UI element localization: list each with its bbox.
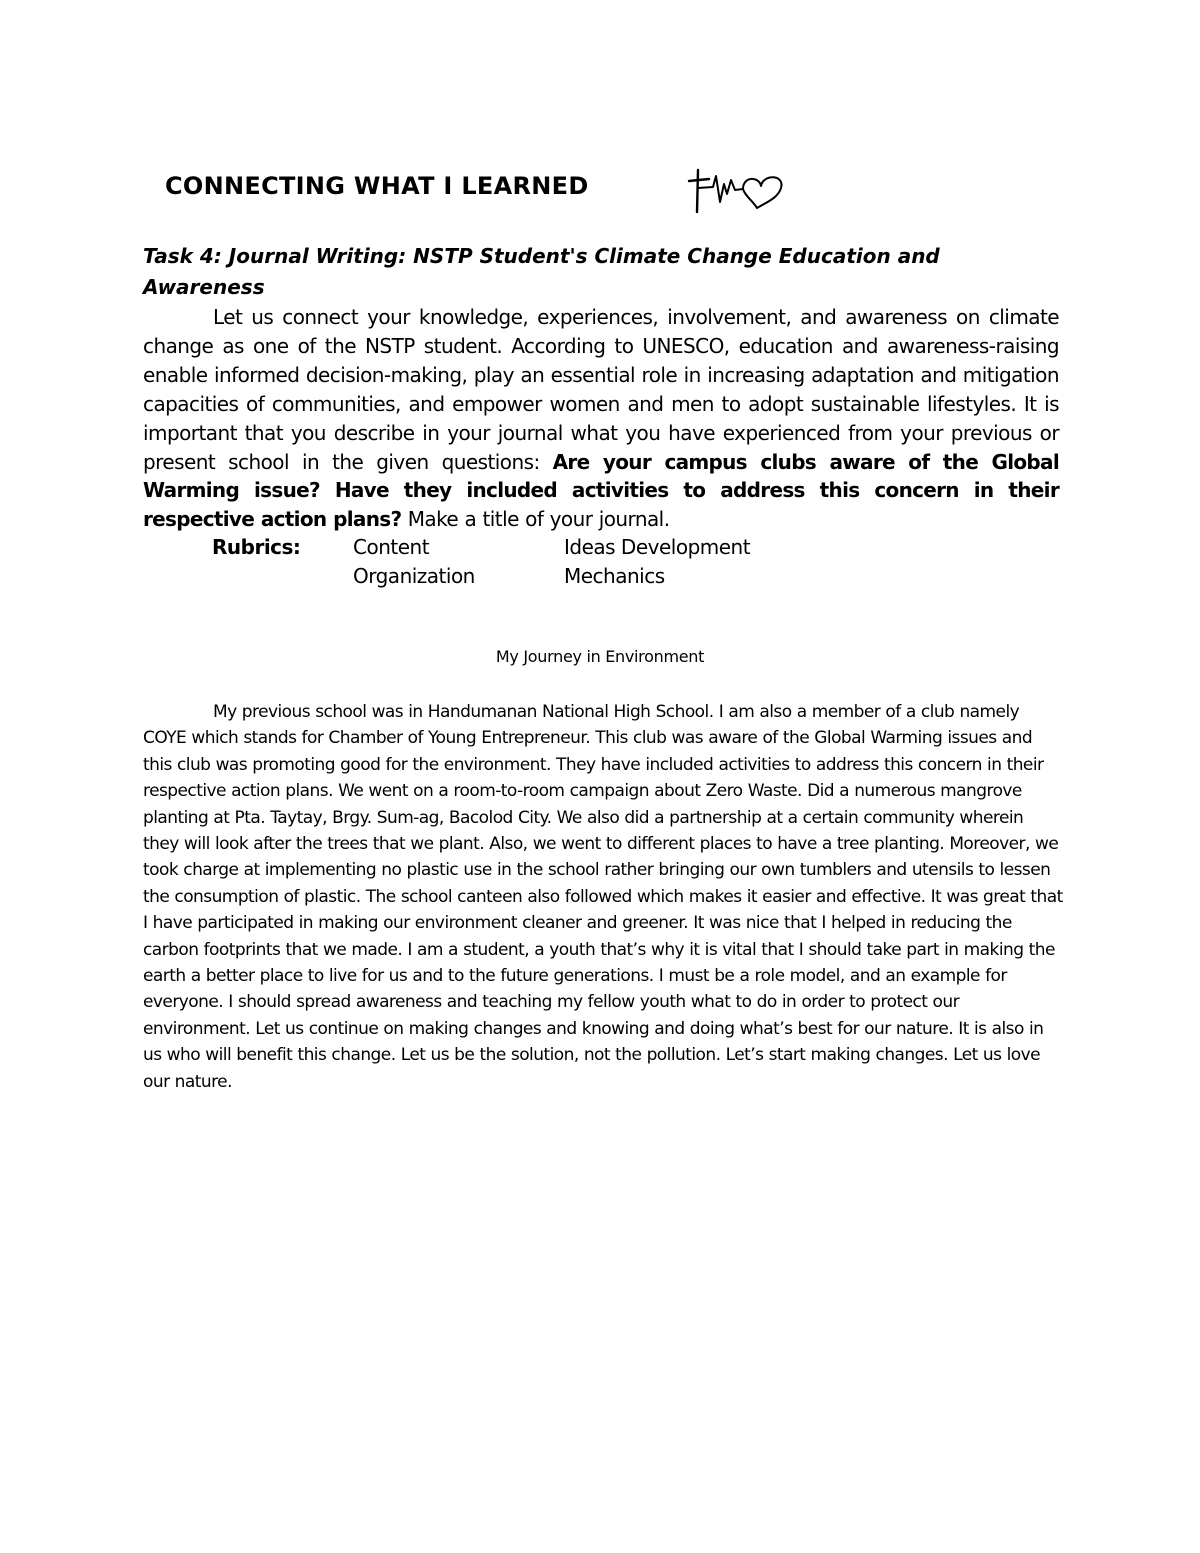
journal-text: My previous school was in Handumanan National High School. I am also a member of a club namely COYE which stands for Chamber of Young Entrepreneur. This club was aware of the Global Warming issues and this club was promoting good for the environment. They have included activities to address this concern in their respective action plans. We went on a room-to-room campaign about Zero Waste. Did a numerous mangrove planting at Pta. Taytay, Brgy. Sum-ag, Bacolod City. We also did a partnership at a certain community wherein they will look after the trees that we plant. Also, we went to different places to have a tree planting. Moreover, we took charge at implementing no plastic use in the school rather bringing our own tumblers and utensils to lessen the consumption of plastic. The school canteen also followed which makes it easier and effective. It was great that I have participated in making our environment cleaner and greener. It was nice that I helped in reducing the carbon footprints that we made. I am a student, a youth that’s why it is vital that I should take part in making the earth a better place to live for us and to the future generations. I must be a role model, and an example for everyone. I should spread awareness and teaching my fellow youth what to do in order to protect our environment. Let us continue on making changes and knowing and doing what’s best for our nature. It is also in us who will benefit this change. Let us be the solution, not the pollution. Let’s start making changes. Let us love our nature. bbox=[143, 702, 1063, 1092]
heading-row bbox=[165, 166, 865, 216]
task-title: Task 4: Journal Writing: NSTP Student's Climate Change Education and Awareness bbox=[143, 244, 940, 299]
heart-icon bbox=[683, 166, 793, 216]
rubric-item: Organization bbox=[353, 564, 475, 588]
rubric-item: Content bbox=[353, 535, 430, 559]
prompt-questions: Are your campus clubs aware of the Global Warming issue? Have they included activities to address this concern in their respective action plans? bbox=[143, 449, 1059, 532]
section-heading: CONNECTING WHAT I LEARNED bbox=[165, 172, 589, 200]
journal-title: My Journey in Environment bbox=[495, 647, 705, 666]
rubric-item: Mechanics bbox=[564, 564, 665, 588]
task-prompt bbox=[143, 303, 1059, 534]
prompt-closing: Make a title of your journal. bbox=[407, 507, 670, 532]
rubric-item: Ideas Development bbox=[564, 535, 751, 559]
prompt-intro: Let us connect your knowledge, experiences, involvement, and awareness on climate change as one of the NSTP student. According to UNESCO, education and awareness-raising enable informed decision-making, play an essential role in increasing adaptation and mitigation capacities of communities, and empower women and men to adopt sustainable lifestyles. It is important that you describe in your journal what you have experienced from your previous or present school in the given questions: bbox=[143, 305, 1059, 474]
rubrics-label: Rubrics: bbox=[212, 535, 301, 559]
journal-body bbox=[143, 699, 1063, 1095]
